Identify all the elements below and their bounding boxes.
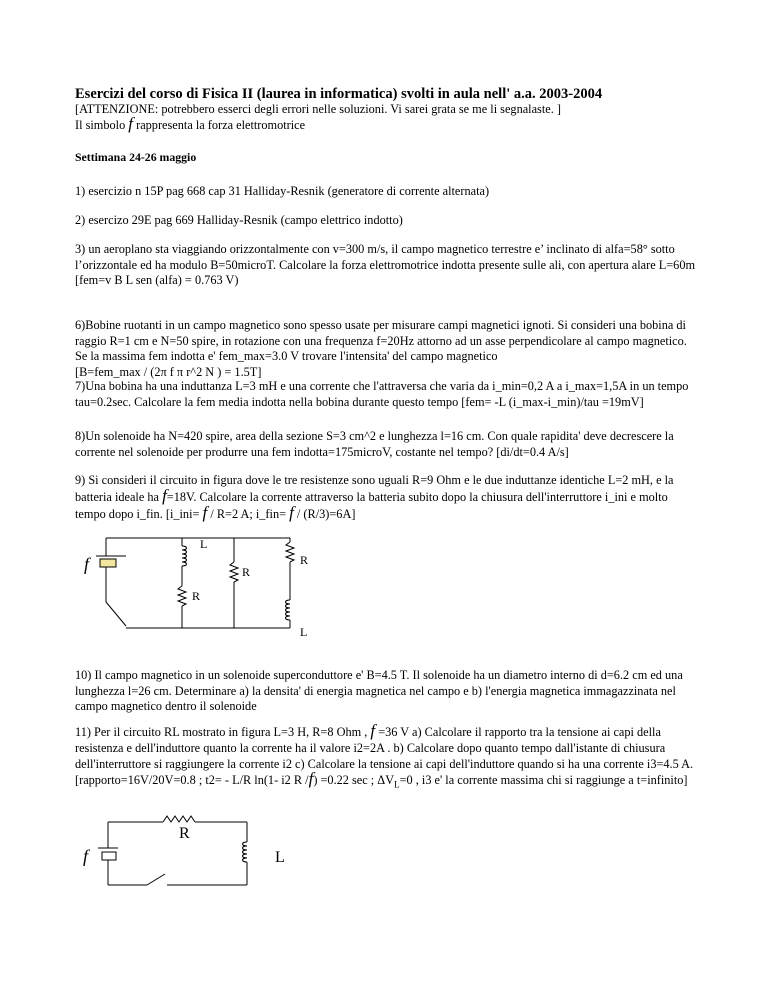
warning-note: [ATTENZIONE: potrebbero esserci degli errori nelle soluzioni. Vi sarei grata se me li segnalaste. ] — [75, 102, 561, 116]
symbol-note-pre: Il simbolo — [75, 118, 126, 132]
exercise-3: 3) un aeroplano sta viaggiando orizzontalmente con v=300 m/s, il campo magnetico terrestre e’ inclinato di alfa=58° sotto l’orizzontale ed ha modulo B=50microT. Calcolare la forza elettromotrice indotta presente sulle ali, con apertura alare L=60m [fem=v B L sen (alfa) = 0.763 V) — [75, 242, 696, 287]
exercise-6 — [75, 318, 700, 380]
symbol-note — [75, 114, 700, 134]
exercise-9-c: / R=2 A; i_fin= — [207, 507, 287, 521]
emf-symbol: f — [128, 114, 134, 133]
exercise-11-a: 11) Per il circuito RL mostrato in figura L=3 H, R=8 Ohm , — [75, 725, 368, 739]
exercise-11-b: =36 V a) Calcolare il rapporto tra la tensione ai capi della resistenza e dell'induttore quanto la corrente ha il valore i2=2A . b) Calcolare dopo quanto tempo dall'istante di chiusura dell'interruttore si raggiungere la corrente i2 c) Calcolare la tensione ai capi dell'induttore quando si ha una corrente i3=4.5 A. [rapporto=16V/20V=0.8 ; t2= - L/R ln(1- i2 R / — [75, 725, 694, 787]
emf-symbol: f — [162, 486, 167, 505]
exercise-7: 7)Una bobina ha una induttanza L=3 mH e una corrente che l'attraversa che varia da i_min=0,2 A a i_max=1,5A in un tempo tau=0.2sec. Calcolare la fem media indotta nella bobina durante questo tempo [fem= -L (i_max-i_min)/tau =19mV] — [75, 379, 689, 409]
exercise-6-text: 6)Bobine ruotanti in un campo magnetico sono spesso usate per misurare campi magnetici ignoti. Si consideri una bobina di raggio R=1 cm e N=50 spire, in rotazione con una frequenza f=20Hz attorno ad un asse perpendicolare al campo magnetico. Se la massima fem indotta e' fem_max=3.0 V trovare l'intensita' del campo magnetico — [75, 318, 687, 363]
exercise-1: 1) esercizio n 15P pag 668 cap 31 Halliday-Resnik (generatore di corrente alternata) — [75, 184, 490, 198]
circuit1-emf-label: f — [84, 554, 90, 574]
emf-symbol: f — [202, 503, 208, 522]
circuit1-label-L-top: L — [200, 537, 208, 551]
circuit1-label-R-right: R — [300, 553, 309, 567]
document-title: Esercizi del corso di Fisica II (laurea in informatica) svolti in aula nell' a.a. 2003-2004 — [75, 86, 603, 102]
exercise-10: 10) Il campo magnetico in un solenoide superconduttore e' B=4.5 T. Il solenoide ha un diametro interno di d=6.2 cm ed una lunghezza l=26 cm. Determinare a) la densita' di energia magnetica nel campo e b) l'energia magnetica immagazzinata nel campo magnetico dentro il solenoide — [75, 668, 683, 713]
circuit-diagram-1 — [70, 520, 330, 650]
exercise-9-a: 9) Si consideri il circuito in figura dove le tre resistenze sono uguali R=9 Ohm e le due induttanze identiche L=2 mH, e la batteria ideale ha — [75, 473, 674, 504]
circuit2-label-L: L — [275, 849, 285, 866]
exercise-6-answer: [B=fem_max / (2π f π r^2 N ) = 1.5T] — [75, 364, 262, 379]
exercise-11-c: ) =0.22 sec ; ΔV — [313, 773, 395, 787]
exercise-11-subscript: L — [394, 779, 400, 790]
exercise-9-b: =18V. Calcolare la corrente attraverso la batteria subito dopo la chiusura dell'interruttore i_ini e molto tempo dopo i_fin. [i_ini= — [75, 490, 668, 521]
exercise-2: 2) esercizo 29E pag 669 Halliday-Resnik (campo elettrico indotto) — [75, 213, 403, 227]
circuit1-label-R-left: R — [192, 589, 201, 603]
circuit1-label-L-right: L — [300, 625, 308, 639]
exercise-11-d: =0 , i3 e' la corrente massima chi si raggiunge a t=infinito] — [399, 773, 688, 787]
circuit1-label-R-mid: R — [242, 565, 251, 579]
exercise-9-d: / (R/3)=6A] — [293, 507, 356, 521]
exercise-8: 8)Un solenoide ha N=420 spire, area della sezione S=3 cm^2 e lunghezza l=16 cm. Con quale rapidita' deve decrescere la corrente nel solenoide per produrre una fem indotta=175microV, costante nel tempo? [di/dt=0.4 A/s] — [75, 429, 674, 459]
exercise-11 — [75, 721, 700, 792]
symbol-note-post: rappresenta la forza elettromotrice — [136, 118, 306, 132]
exercise-9 — [75, 472, 700, 523]
circuit-diagram-2 — [75, 808, 305, 898]
emf-symbol: f — [308, 769, 314, 788]
week-heading: Settimana 24-26 maggio — [75, 150, 197, 164]
circuit2-label-R: R — [179, 825, 190, 842]
circuit2-emf-label: f — [83, 846, 89, 866]
emf-symbol: f — [370, 721, 376, 740]
emf-symbol: f — [289, 503, 294, 522]
